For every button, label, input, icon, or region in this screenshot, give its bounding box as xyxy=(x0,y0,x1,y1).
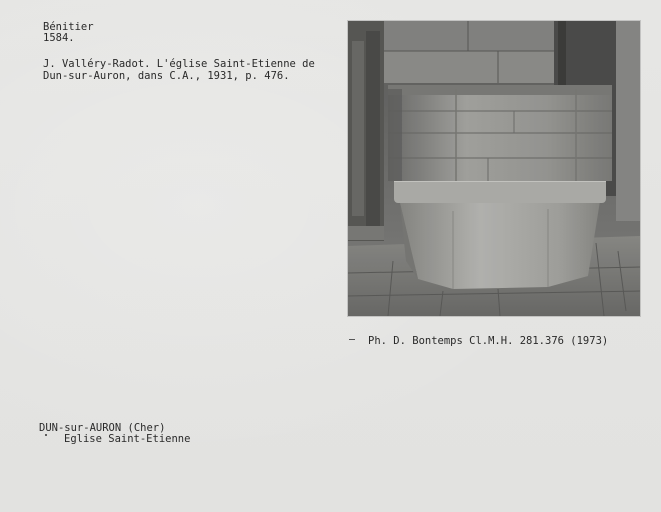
photo-credit: Ph. D. Bontemps Cl.M.H. 281.376 (1973) xyxy=(368,335,609,347)
object-date: 1584. xyxy=(43,32,75,44)
photograph xyxy=(348,21,640,316)
object-name: Bénitier xyxy=(43,21,94,33)
bibliography-line-2: Dun-sur-Auron, dans C.A., 1931, p. 476. xyxy=(43,70,290,82)
credit-dash xyxy=(349,339,355,340)
location-building: Eglise Saint-Etienne xyxy=(64,433,191,445)
location-bullet xyxy=(45,434,47,436)
location-commune: DUN-sur-AURON (Cher) xyxy=(39,422,166,434)
bibliography-line-1: J. Valléry-Radot. L'église Saint-Etienne de xyxy=(43,58,315,70)
